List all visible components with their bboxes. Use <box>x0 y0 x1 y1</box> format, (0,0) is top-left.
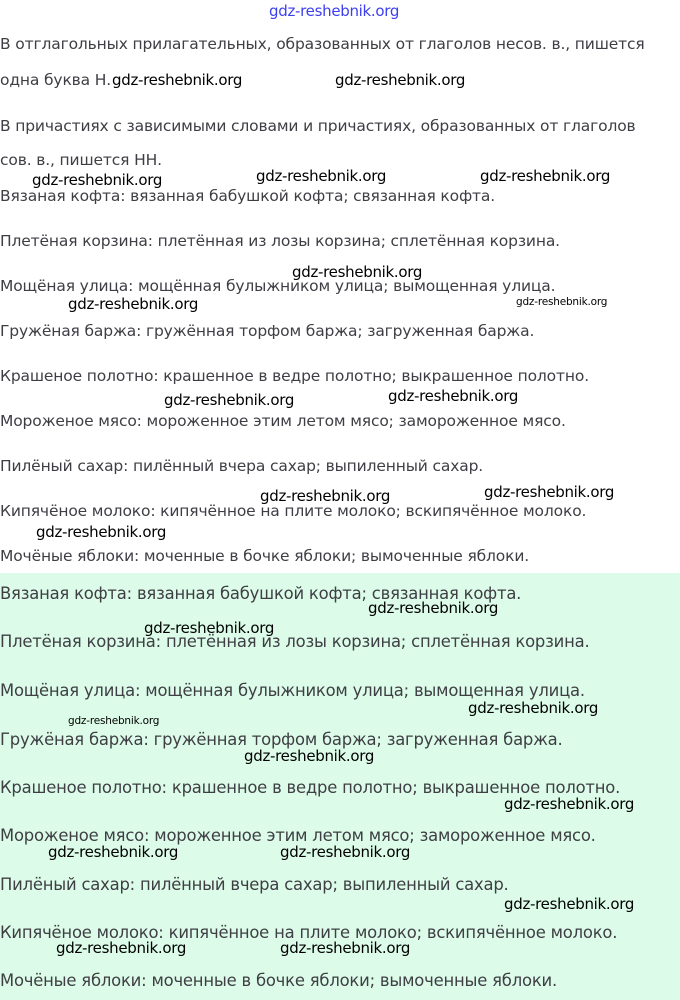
watermark: gdz-reshebnik.org <box>504 795 635 813</box>
rule-2-line-2: сов. в., пишется НН. <box>0 151 162 169</box>
watermark: gdz-reshebnik.org <box>280 843 411 861</box>
rule-1-line-1: В отглагольных прилагательных, образованных от глаголов несов. в., пишется <box>0 35 645 53</box>
example-line: Вязаная кофта: вязанная бабушкой кофта; связанная кофта. <box>0 187 496 205</box>
watermark: gdz-reshebnik.org <box>480 167 611 185</box>
watermark: gdz-reshebnik.org <box>244 747 375 765</box>
watermark: gdz-reshebnik.org <box>335 71 466 89</box>
watermark: gdz-reshebnik.org <box>56 939 187 957</box>
example-line: Мочёные яблоки: моченные в бочке яблоки; вымоченные яблоки. <box>0 547 530 565</box>
watermark: gdz-reshebnik.org <box>280 939 411 957</box>
answer-line: Кипячёное молоко: кипячённое на плите молоко; вскипячённое молоко. <box>0 923 618 942</box>
header-watermark[interactable]: gdz-reshebnik.org <box>269 2 400 20</box>
watermark: gdz-reshebnik.org <box>36 523 167 541</box>
answer-line: Крашеное полотно: крашенное в ведре полотно; выкрашенное полотно. <box>0 778 621 797</box>
watermark: gdz-reshebnik.org <box>368 599 499 617</box>
watermark: gdz-reshebnik.org <box>484 483 615 501</box>
watermark: gdz-reshebnik.org <box>68 715 160 727</box>
watermark: gdz-reshebnik.org <box>164 391 295 409</box>
example-line: Мороженое мясо: мороженное этим летом мясо; замороженное мясо. <box>0 412 566 430</box>
watermark: gdz-reshebnik.org <box>256 167 387 185</box>
watermark: gdz-reshebnik.org <box>68 295 199 313</box>
answer-line: Пилёный сахар: пилённый вчера сахар; выпиленный сахар. <box>0 875 509 894</box>
answer-line: Мощёная улица: мощённая булыжником улица; вымощенная улица. <box>0 681 585 700</box>
watermark: gdz-reshebnik.org <box>468 699 599 717</box>
watermark: gdz-reshebnik.org <box>112 71 243 89</box>
watermark: gdz-reshebnik.org <box>292 263 423 281</box>
watermark: gdz-reshebnik.org <box>144 619 275 637</box>
example-line: Кипячёное молоко: кипячённое на плите молоко; вскипячённое молоко. <box>0 502 587 520</box>
answer-line: Плетёная корзина: плетённая из лозы корзина; сплетённая корзина. <box>0 632 590 651</box>
rule-2-line-1: В причастиях с зависимыми словами и причастиях, образованных от глаголов <box>0 117 636 135</box>
answer-line: Вязаная кофта: вязанная бабушкой кофта; связанная кофта. <box>0 584 522 603</box>
example-line: Плетёная корзина: плетённая из лозы корзина; сплетённая корзина. <box>0 232 560 250</box>
watermark: gdz-reshebnik.org <box>48 843 179 861</box>
example-line: Гружёная баржа: гружённая торфом баржа; загруженная баржа. <box>0 322 535 340</box>
answer-line: Мороженое мясо: мороженное этим летом мясо; замороженное мясо. <box>0 826 596 845</box>
example-line: Крашеное полотно: крашенное в ведре полотно; выкрашенное полотно. <box>0 367 589 385</box>
answer-line: Мочёные яблоки: моченные в бочке яблоки; вымоченные яблоки. <box>0 971 557 990</box>
watermark: gdz-reshebnik.org <box>504 895 635 913</box>
watermark: gdz-reshebnik.org <box>388 387 519 405</box>
watermark: gdz-reshebnik.org <box>516 296 608 308</box>
watermark: gdz-reshebnik.org <box>32 171 163 189</box>
rule-1-line-2: одна буква Н. <box>0 71 112 89</box>
answer-line: Гружёная баржа: гружённая торфом баржа; загруженная баржа. <box>0 730 563 749</box>
example-line: Пилёный сахар: пилённый вчера сахар; выпиленный сахар. <box>0 457 484 475</box>
watermark: gdz-reshebnik.org <box>260 487 391 505</box>
example-line: Мощёная улица: мощённая булыжником улица; вымощенная улица. <box>0 277 556 295</box>
